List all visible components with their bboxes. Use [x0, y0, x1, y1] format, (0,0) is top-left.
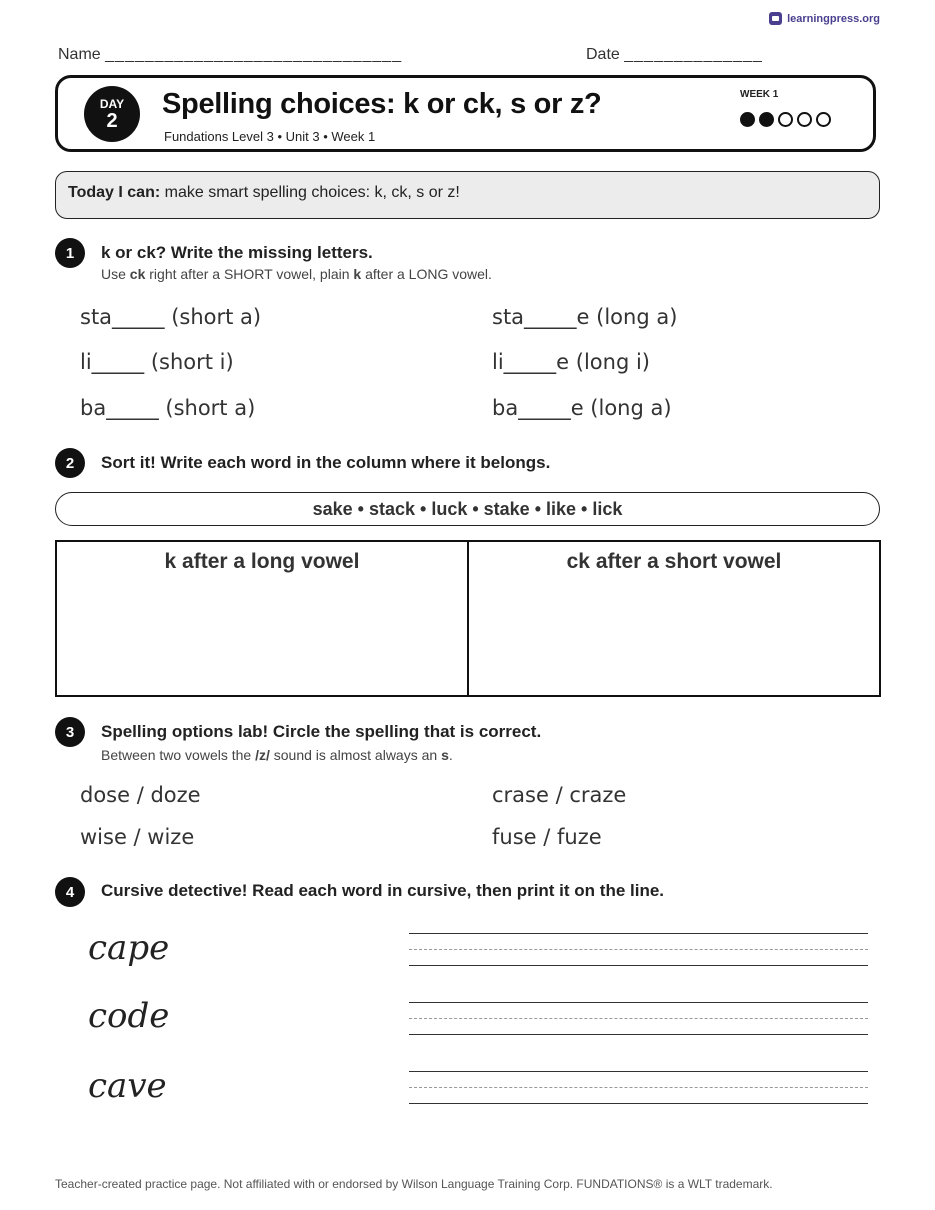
week-label: WEEK 1 — [740, 89, 779, 100]
question-1-hint: Use ck right after a SHORT vowel, plain k after a LONG vowel. — [101, 266, 492, 282]
choice-item[interactable]: dose / doze — [80, 783, 201, 807]
fill-item[interactable]: ba_____e (long a) — [492, 396, 672, 420]
handwriting-line[interactable] — [409, 1002, 868, 1035]
day-number: 2 — [106, 110, 118, 132]
date-label: Date — [586, 46, 620, 63]
choice-item[interactable]: fuse / fuze — [492, 825, 602, 849]
page-subtitle: Fundations Level 3 • Unit 3 • Week 1 — [164, 129, 376, 144]
choice-item[interactable]: wise / wize — [80, 825, 195, 849]
fill-item[interactable]: ba_____ (short a) — [80, 396, 256, 420]
question-number-2: 2 — [55, 448, 85, 478]
day-badge — [84, 86, 140, 142]
cursive-word: cave — [88, 1066, 167, 1106]
question-number-4: 4 — [55, 877, 85, 907]
day-label: DAY — [99, 97, 125, 111]
fill-item[interactable]: sta_____e (long a) — [492, 305, 678, 329]
name-blank: ______________________________ — [105, 46, 403, 63]
goal-text: make smart spelling choices: k, ck, s or z! — [164, 184, 460, 201]
date-blank: ______________ — [624, 46, 763, 63]
question-2-title: Sort it! Write each word in the column where it belongs. — [101, 453, 551, 472]
progress-dot-empty — [816, 112, 831, 127]
brand-text: learningpress.org — [787, 12, 880, 25]
question-number-1: 1 — [55, 238, 85, 268]
footer-disclaimer: Teacher-created practice page. Not affiliated with or endorsed by Wilson Language Training Corp. FUNDATIONS® is a WLT trademark. — [55, 1177, 773, 1191]
question-number-3: 3 — [55, 717, 85, 747]
question-4-title: Cursive detective! Read each word in cursive, then print it on the line. — [101, 881, 665, 900]
goal-banner — [55, 171, 880, 219]
worksheet-header — [55, 75, 876, 152]
progress-dot-filled — [759, 112, 774, 127]
goal-label: Today I can: — [68, 184, 161, 201]
name-field[interactable] — [58, 46, 402, 64]
sort-table[interactable] — [55, 540, 881, 697]
cursive-word: cape — [88, 928, 170, 968]
handwriting-line[interactable] — [409, 933, 868, 966]
name-label: Name — [58, 46, 101, 63]
progress-dot-filled — [740, 112, 755, 127]
week-progress-dots — [740, 112, 831, 127]
page-title: Spelling choices: k or ck, s or z? — [162, 88, 602, 120]
choice-item[interactable]: crase / craze — [492, 783, 627, 807]
fill-item[interactable]: li_____e (long i) — [492, 350, 650, 374]
brand-link[interactable] — [769, 12, 880, 25]
book-logo-icon — [769, 12, 782, 25]
handwriting-line[interactable] — [409, 1071, 868, 1104]
question-3-hint: Between two vowels the /z/ sound is almost always an s. — [101, 747, 453, 763]
progress-dot-empty — [797, 112, 812, 127]
date-field[interactable] — [586, 46, 763, 64]
fill-item[interactable]: li_____ (short i) — [80, 350, 234, 374]
fill-item[interactable]: sta_____ (short a) — [80, 305, 262, 329]
question-3-title: Spelling options lab! Circle the spelling that is correct. — [101, 722, 542, 741]
sort-column-long-vowel[interactable]: k after a long vowel — [164, 550, 360, 573]
progress-dot-empty — [778, 112, 793, 127]
sort-column-short-vowel[interactable]: ck after a short vowel — [467, 542, 879, 695]
cursive-word: code — [88, 996, 170, 1036]
word-bank: sake • stack • luck • stake • like • lick — [55, 492, 880, 526]
question-1-title: k or ck? Write the missing letters. — [101, 243, 373, 262]
